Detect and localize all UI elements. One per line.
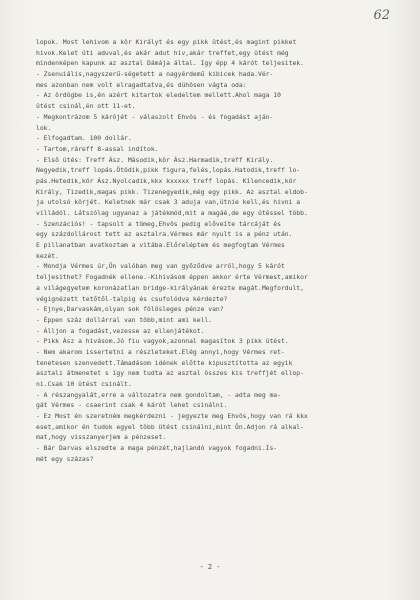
text-line: hivok.Kelet üti aduval,és akár adut hiv,akár treffet,egy ütést még [36, 48, 289, 57]
text-line: - Mondja Vérmes úr,Ön valóban meg van győződve arról,hogy 5 kárót [36, 262, 285, 271]
text-line: teljesithet? Fogadnék ellene.-Kihivásom éppen akkor érte Vérmest,amikor [36, 273, 308, 282]
text-line: - Ez Most én szeretném megkérdezni - jegyezte meg Ehvös,hogy van rá kkx [36, 412, 308, 421]
text-line: mes azonban nem volt elragadtatva,és dühösen vágta oda: [36, 80, 247, 89]
text-line: - Pikk Ász a hivásom.Jó fiu vagyok,azonnal magasítok 3 pikk ütést. [36, 337, 289, 346]
page-footer: - 2 - [199, 563, 221, 571]
text-line: - Szenzációs! - tapsolt a tömeg,Ehvös pedig előveíte tárcáját és [36, 219, 281, 228]
text-line: egy százdollárost tett az asztalra.Vérmes már nyult is a pénz után. [36, 230, 293, 239]
text-line: - Első ütés: Treff Ász. Második,kör Ász.Harmadik,treff Király. [36, 155, 274, 164]
text-line: ja utolsó körjét. Keletnek már csak 3 aduja van,ütnie kell,és hivni a [36, 198, 301, 207]
text-line: ütést csinál,én ott 11-et. [36, 102, 136, 111]
text-line: - A részangyalát,erre a változatra nem gondoltam, - adta meg ma- [36, 390, 281, 399]
text-line: lopok. Most lehivom a kör Királyt és egy pikk ütést,és magint pikket [36, 38, 297, 46]
text-line: gát Vérmes - csaerint csak 4 kárót lehet csinálni. [36, 401, 228, 410]
text-line: lok. [36, 123, 52, 132]
page-number: 62 [373, 8, 390, 23]
text-line: Király, Tizedik,magas pikk. Tizenegyedik,még egy pikk. Az asztal eldob- [36, 187, 308, 196]
text-line: - Megkontrázom 5 kárójét - válaszolt Ehvös - és fogadást aján- [36, 112, 274, 121]
text-line: - Ejnye,Darvaskám,olyan sok fölösleges pénze van? [36, 305, 224, 314]
text-line: E pillanatban avatkoztam a vitába.Előreléptem és megfogtam Vérmes [36, 241, 285, 250]
text-line: - Álljon a fogadást,vezesse az ellenjátékot. [36, 326, 205, 335]
text-line: eset,amikor én tudok egyel több ütést csinálni,mint Ön.Adjon rá alkal- [36, 422, 304, 431]
text-line: - Az ördögbe is,én azért kitartok eledeltem mellett.Ahol maga 10 [36, 91, 281, 100]
text-line: végignézett tetőtől-talpig és csufolódva kérdezte? [36, 294, 228, 303]
text-line: - Bár Darvas elszedte a maga pénzét,hajlandó vagyok fogadni.Is- [36, 444, 278, 453]
text-line: tenetesen szenvedett.Támadásom idének előtte kipusztította az egyik [36, 358, 293, 367]
text-line: - Tartom,ráreff 8-assal indítok. [36, 144, 159, 153]
text-line: - Éppen száz dollárral van több,mint ami kell. [36, 315, 213, 324]
body-text [36, 37, 398, 465]
text-line: asztali átmenetet s így nem tudta az asztal összes kis treffjét ellop- [36, 369, 304, 378]
text-line: mat,hogy visszanyerjem a pénzeset. [36, 433, 167, 442]
text-line: - Nem akarom issertetni a részleteket.Elég annyi,hogy Vérmes ret- [36, 347, 285, 356]
text-line: mindenképen kapunk az asztal Dámája által. Igy épp 4 kárót teljesitek. [36, 59, 304, 68]
text-line: - Zsenuiális,nagyszerű-ségetett a nagyérdemű kibicek hada.Vér- [36, 70, 274, 79]
text-line: villádól. Látszólag ugyanaz a játékmód,mit a magáé,de egy ütéssel több. [36, 209, 308, 217]
text-line: mét egy százas? [36, 454, 94, 463]
text-line: pás.Hetedik,kör Ász.Nyolcadik,kkx kxxxxx treff lopás. Kilencedik,kör [36, 176, 297, 185]
text-line: a világegyetem koronázatlan bridge-királyának érezte magát.Megfordult, [36, 283, 304, 292]
text-line: Negyedik,treff lopás.Ötödik,pikk figura,felés,lopás.Hatodik,treff lo- [36, 166, 301, 175]
text-line: ni.Csak 10 ütést csinált. [36, 380, 132, 388]
text-line: kezét. [36, 251, 59, 260]
text-line: - Elfogadtam. 100 dollár. [36, 134, 132, 143]
